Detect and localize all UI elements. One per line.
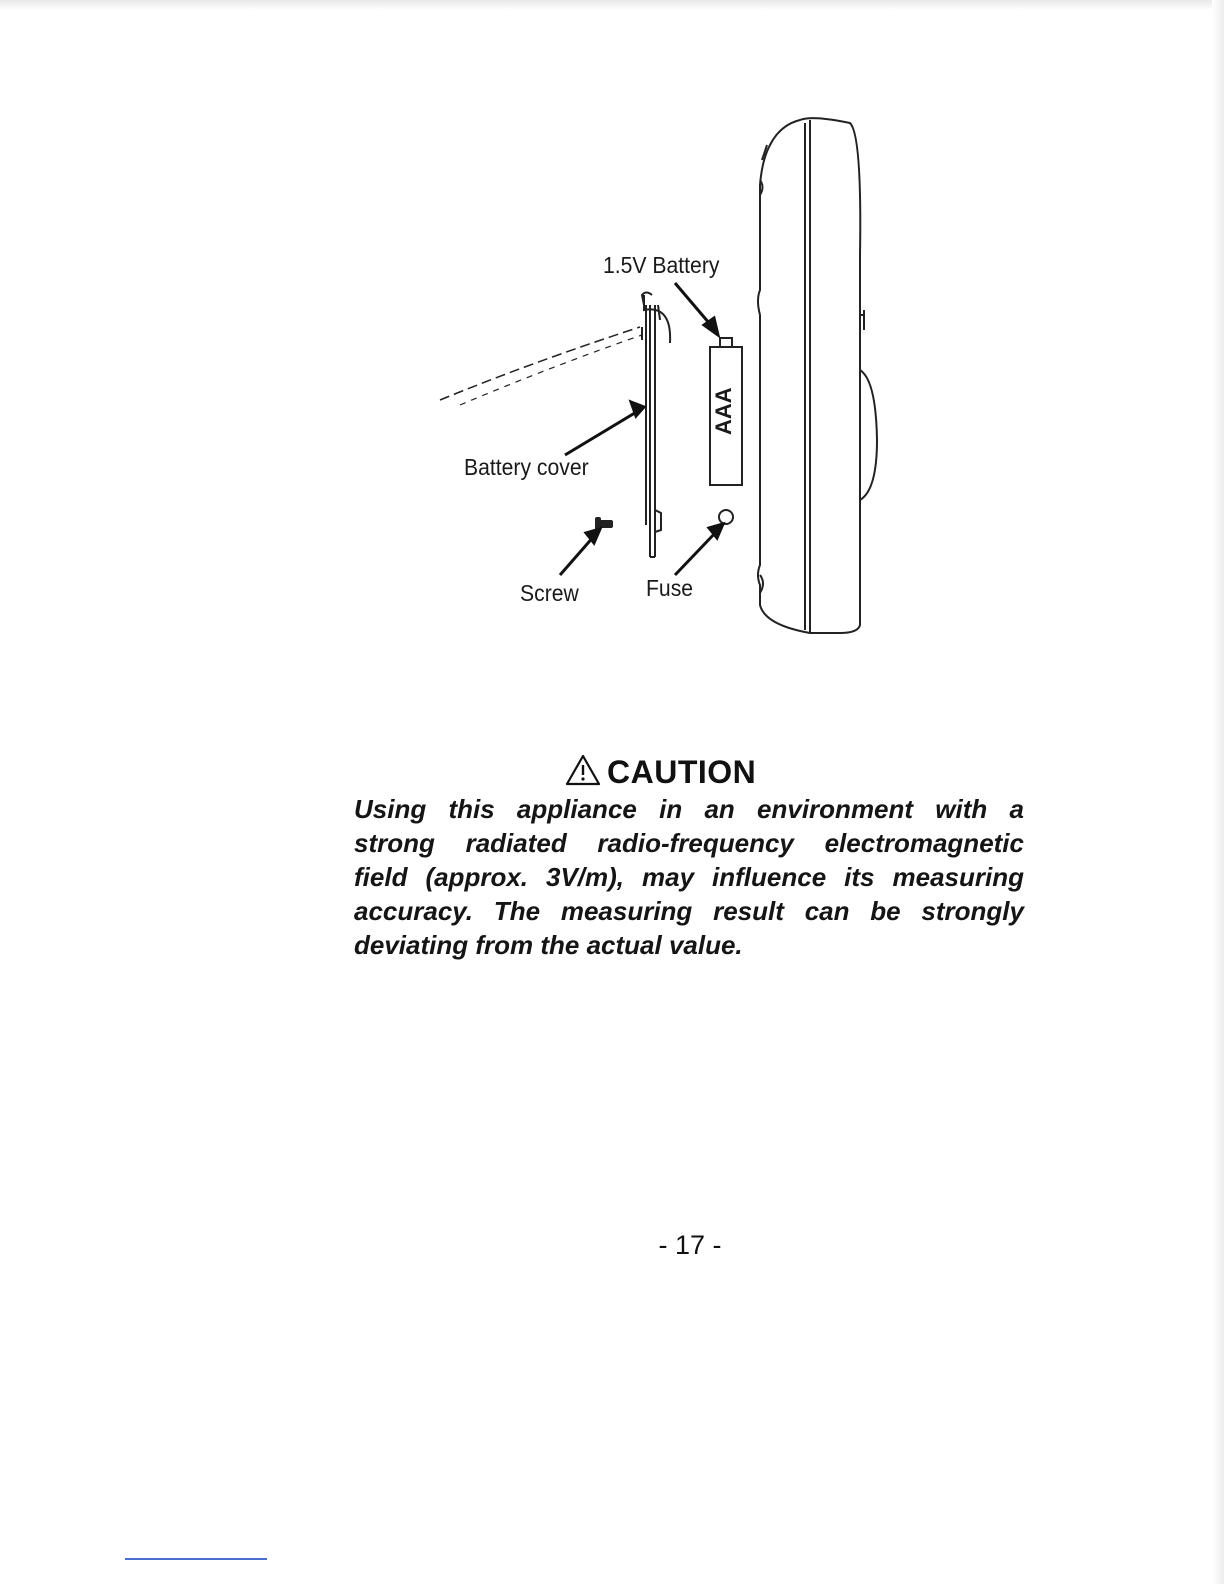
footnote-rule xyxy=(125,1558,267,1560)
battery-cover-part xyxy=(642,293,670,558)
caution-line: deviating from the actual value. xyxy=(354,930,743,960)
scan-edge-top xyxy=(0,0,1224,10)
caution-line: accuracy. The measuring result can be strongly xyxy=(354,896,1024,926)
caution-line: Using this appliance in an environment with a xyxy=(354,794,1024,824)
warning-triangle-icon xyxy=(565,754,601,791)
caution-heading xyxy=(565,752,756,792)
battery-type-label: AAA xyxy=(711,387,736,435)
battery-replacement-figure xyxy=(380,105,900,650)
caution-text xyxy=(354,792,1024,962)
battery-label: 1.5V Battery xyxy=(603,252,720,278)
meter-housing xyxy=(758,118,877,633)
fuse-label: Fuse xyxy=(646,575,694,601)
page-number: - 17 - xyxy=(658,1230,722,1260)
caution-line: strong radiated radio-frequency electromagnetic xyxy=(354,828,1024,858)
fuse-part xyxy=(719,510,733,524)
scan-edge-right xyxy=(1212,0,1224,1584)
device-exploded-view xyxy=(380,105,900,650)
battery-cover-label: Battery cover xyxy=(464,454,589,480)
caution-line: field (approx. 3V/m), may influence its measuring xyxy=(354,862,1024,892)
caution-title: CAUTION xyxy=(607,753,757,790)
screw-label: Screw xyxy=(520,580,579,606)
